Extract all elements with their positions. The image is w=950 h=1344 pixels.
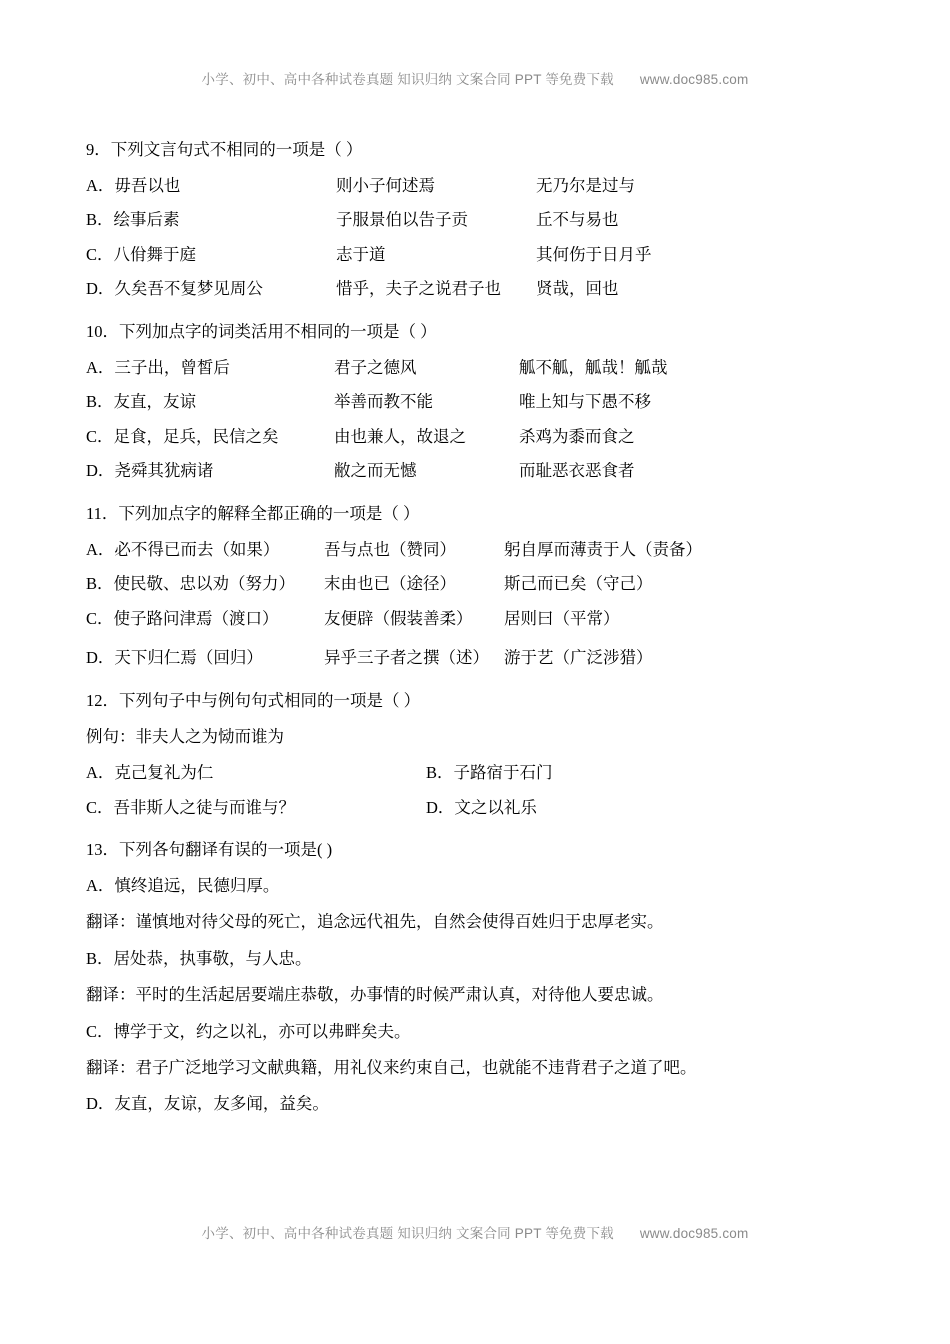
option-label: A． <box>86 876 115 896</box>
watermark-text: 小学、初中、高中各种试卷真题 知识归纳 文案合同 PPT 等免费下载 <box>201 72 614 87</box>
option-label: D． <box>86 1094 115 1114</box>
option-label: B． <box>86 948 114 968</box>
option-text: 由也兼人，故退之 <box>334 426 466 446</box>
question-10-option-b <box>86 389 876 415</box>
option-text: 文之以礼乐 <box>454 797 537 817</box>
option-text: 吾非斯人之徒与而谁与？ <box>113 797 296 817</box>
question-11-option-b <box>86 571 876 597</box>
question-10-option-c <box>86 424 876 450</box>
translation-text: 君子广泛地学习文献典籍，用礼仪来约束自己，也就能不违背君子之道了吧。 <box>135 1057 697 1077</box>
option-label: A． <box>86 175 115 195</box>
translation-prefix: 翻译： <box>86 912 136 932</box>
question-11-number: 11． <box>86 504 119 523</box>
option-label: B． <box>86 392 114 412</box>
question-11 <box>86 502 876 671</box>
option-text: 八佾舞于庭 <box>113 244 197 264</box>
question-13-text: 下列各句翻译有误的一项是( ) <box>119 840 333 860</box>
translation-text: 平时的生活起居要端庄恭敬，办事情的时候严肃认真，对待他人要忠诚。 <box>135 985 664 1005</box>
option-text: 使民敬、忠以劝（努力） <box>113 574 296 594</box>
question-9-stem <box>86 138 876 163</box>
option-text: 尧舜其犹病诸 <box>114 461 214 481</box>
question-13-translation-b <box>86 982 876 1008</box>
option-label: A． <box>86 539 115 559</box>
question-9-option-d <box>86 276 876 302</box>
option-label: B． <box>86 574 114 594</box>
option-text: 贤哉，回也 <box>536 279 619 299</box>
option-label: C． <box>86 1021 114 1041</box>
question-11-option-d <box>86 645 876 671</box>
option-label: B． <box>86 210 114 230</box>
question-9-option-c <box>86 242 876 268</box>
option-text: 惜乎，夫子之说君子也 <box>336 279 501 299</box>
question-12-number: 12． <box>86 691 119 710</box>
question-13-option-a <box>86 873 876 899</box>
option-text: 游于艺（广泛涉猎） <box>504 648 653 668</box>
option-text: 博学于文，约之以礼，亦可以弗畔矣夫。 <box>113 1021 411 1041</box>
option-text: 无乃尔是过与 <box>536 175 635 195</box>
question-10-option-a <box>86 355 876 381</box>
option-text: 子服景伯以告子贡 <box>336 210 468 230</box>
option-text: 子路宿于石门 <box>453 763 553 783</box>
option-text: 居则曰（平常） <box>504 608 620 628</box>
option-label: A． <box>86 763 115 783</box>
question-11-option-a <box>86 537 876 563</box>
question-10-stem <box>86 320 876 345</box>
question-13-option-c <box>86 1019 876 1045</box>
option-label: D． <box>426 797 455 817</box>
option-text: 毋吾以也 <box>114 175 181 195</box>
question-13-stem <box>86 838 876 863</box>
option-text: 末由也已（途径） <box>324 574 456 594</box>
option-text: 杀鸡为黍而食之 <box>519 426 635 446</box>
question-13-option-d <box>86 1091 876 1117</box>
option-label: D． <box>86 461 115 481</box>
option-text: 君子之德风 <box>334 357 417 377</box>
option-text: 克己复礼为仁 <box>114 763 214 783</box>
option-text: 则小子何述焉 <box>336 175 435 195</box>
option-text: 丘不与易也 <box>536 210 619 230</box>
question-10-number: 10． <box>86 322 119 341</box>
question-12-option-row-1 <box>86 760 876 786</box>
option-text: 友直，友谅，友多闻，益矣。 <box>114 1094 329 1114</box>
option-text: 斯己而已矣（守己） <box>504 574 653 594</box>
option-text: 三子出，曾皙后 <box>114 357 230 377</box>
option-text: 而耻恶衣恶食者 <box>519 461 635 481</box>
option-text: 其何伤于日月乎 <box>536 244 652 264</box>
option-label: B． <box>426 763 454 783</box>
option-label: A． <box>86 357 115 377</box>
option-text: 友直，友谅 <box>113 392 197 412</box>
option-text: 异乎三子者之撰（述） <box>324 648 489 668</box>
watermark-text: 小学、初中、高中各种试卷真题 知识归纳 文案合同 PPT 等免费下载 <box>201 1226 614 1241</box>
document-content <box>86 138 876 1136</box>
option-text: 足食，足兵，民信之矣 <box>113 426 279 446</box>
option-label: C． <box>86 244 114 264</box>
option-text: 敝之而无憾 <box>334 461 417 481</box>
question-10-option-d <box>86 458 876 484</box>
option-text: 天下归仁焉（回归） <box>114 648 263 668</box>
question-13-number: 13． <box>86 840 119 860</box>
question-9-text: 下列文言句式不相同的一项是（ ） <box>110 140 363 159</box>
option-label: C． <box>86 797 114 817</box>
option-text: 必不得已而去（如果） <box>114 539 280 559</box>
question-12-stem <box>86 689 876 714</box>
option-text: 觚不觚，觚哉！觚哉 <box>519 357 668 377</box>
option-text: 唯上知与下愚不移 <box>519 392 651 412</box>
question-13-option-b <box>86 946 876 972</box>
question-12 <box>86 689 876 820</box>
question-10-text: 下列加点字的词类活用不相同的一项是（ ） <box>119 322 437 341</box>
question-9-option-b <box>86 207 876 233</box>
question-13 <box>86 838 876 1117</box>
option-text: 使子路问津焉（渡口） <box>113 608 279 628</box>
translation-prefix: 翻译： <box>86 1057 136 1077</box>
option-label: C． <box>86 426 114 446</box>
option-label: D． <box>86 648 115 668</box>
question-9 <box>86 138 876 302</box>
question-12-example: 例句：非夫人之为恸而谁为 <box>86 726 284 746</box>
translation-text: 谨慎地对待父母的死亡，追念远代祖先，自然会使得百姓归于忠厚老实。 <box>135 912 664 932</box>
option-text: 居处恭，执事敬，与人忠。 <box>113 948 312 968</box>
question-9-number: 9． <box>86 140 111 159</box>
watermark-url: www.doc985.com <box>639 1226 749 1241</box>
question-13-translation-a <box>86 909 876 935</box>
question-9-option-a <box>86 173 876 199</box>
option-text: 举善而教不能 <box>334 392 433 412</box>
option-text: 吾与点也（赞同） <box>324 539 456 559</box>
option-text: 慎终追远，民德归厚。 <box>114 876 280 896</box>
question-11-stem <box>86 502 876 527</box>
option-text: 友便辟（假装善柔） <box>324 608 473 628</box>
watermark-top <box>0 68 950 88</box>
option-label: D． <box>86 279 115 299</box>
question-12-option-row-2 <box>86 795 876 821</box>
option-text: 久矣吾不复梦见周公 <box>114 279 263 299</box>
question-13-translation-c <box>86 1055 876 1081</box>
option-text: 躬自厚而薄责于人（责备） <box>504 539 702 559</box>
option-text: 志于道 <box>336 244 386 264</box>
option-text: 绘事后素 <box>113 210 180 230</box>
watermark-url: www.doc985.com <box>639 72 749 87</box>
watermark-bottom <box>0 1222 950 1242</box>
question-11-text: 下列加点字的解释全都正确的一项是（ ） <box>118 504 420 523</box>
translation-prefix: 翻译： <box>86 985 136 1005</box>
question-10 <box>86 320 876 484</box>
question-11-option-c <box>86 606 876 632</box>
option-label: C． <box>86 608 114 628</box>
question-12-text: 下列句子中与例句句式相同的一项是（ ） <box>119 691 421 710</box>
